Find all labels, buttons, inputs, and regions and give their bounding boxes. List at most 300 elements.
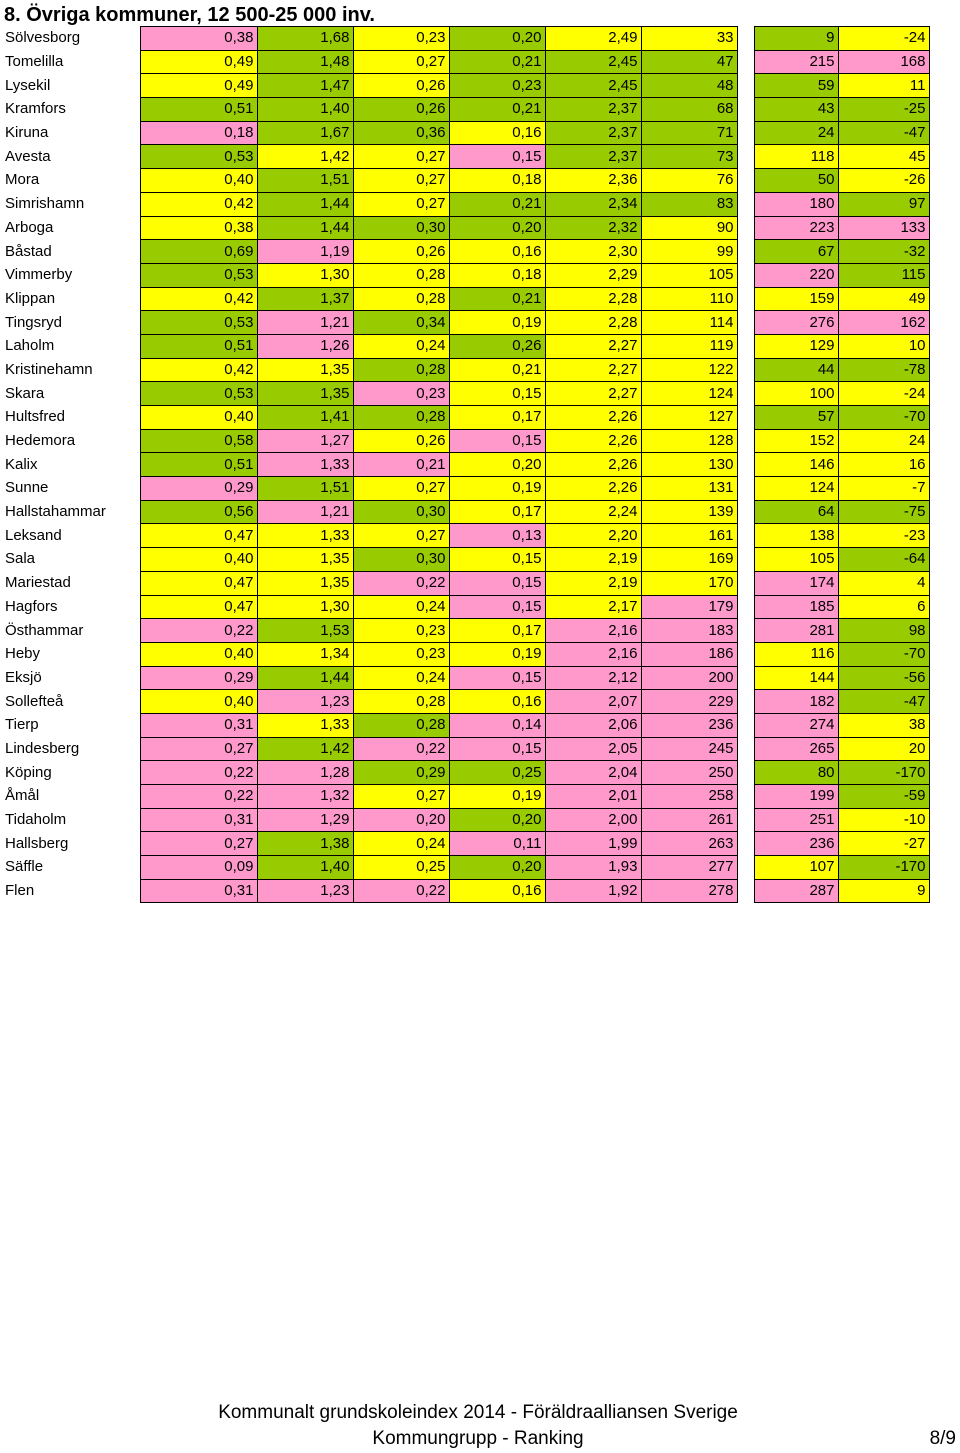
value-cell: 0,40 bbox=[140, 406, 257, 430]
value-cell: 0,31 bbox=[140, 879, 257, 903]
value-cell: 1,30 bbox=[257, 595, 353, 619]
value-cell: 0,27 bbox=[353, 169, 449, 193]
table-row bbox=[2, 287, 929, 311]
value-cell: 245 bbox=[641, 737, 737, 761]
table-row bbox=[2, 216, 929, 240]
municipality-name: Sala bbox=[5, 550, 36, 568]
value-cell: 185 bbox=[754, 595, 838, 619]
value-cell: 24 bbox=[838, 429, 929, 453]
value-cell: 162 bbox=[838, 311, 929, 335]
value-cell: 0,23 bbox=[353, 619, 449, 643]
value-cell: 0,40 bbox=[140, 642, 257, 666]
value-cell: 278 bbox=[641, 879, 737, 903]
value-cell: -56 bbox=[838, 666, 929, 690]
value-cell: 0,49 bbox=[140, 50, 257, 74]
value-cell: 67 bbox=[754, 240, 838, 264]
value-cell: 2,24 bbox=[545, 500, 641, 524]
column-gap bbox=[737, 429, 754, 453]
value-cell: 50 bbox=[754, 169, 838, 193]
value-cell: -26 bbox=[838, 169, 929, 193]
value-cell: 90 bbox=[641, 216, 737, 240]
value-cell: 0,21 bbox=[353, 453, 449, 477]
value-cell: 0,21 bbox=[449, 98, 545, 122]
table-row bbox=[2, 406, 929, 430]
value-cell: 0,40 bbox=[140, 548, 257, 572]
value-cell: 2,26 bbox=[545, 429, 641, 453]
table-row bbox=[2, 524, 929, 548]
value-cell: 0,18 bbox=[140, 121, 257, 145]
column-gap bbox=[737, 192, 754, 216]
value-cell: 0,29 bbox=[140, 477, 257, 501]
value-cell: 0,15 bbox=[449, 737, 545, 761]
table-row bbox=[2, 74, 929, 98]
column-gap bbox=[737, 595, 754, 619]
value-cell: 0,20 bbox=[449, 856, 545, 880]
value-cell: 139 bbox=[641, 500, 737, 524]
value-cell: 0,25 bbox=[449, 761, 545, 785]
value-cell: 1,34 bbox=[257, 642, 353, 666]
municipality-name: Sunne bbox=[5, 479, 49, 497]
value-cell: 0,15 bbox=[449, 145, 545, 169]
value-cell: -7 bbox=[838, 477, 929, 501]
value-cell: 182 bbox=[754, 690, 838, 714]
value-cell: 105 bbox=[754, 548, 838, 572]
value-cell: 2,26 bbox=[545, 453, 641, 477]
value-cell: 33 bbox=[641, 27, 737, 51]
value-cell: 0,22 bbox=[353, 737, 449, 761]
column-gap bbox=[737, 382, 754, 406]
value-cell: 11 bbox=[838, 74, 929, 98]
value-cell: 0,27 bbox=[353, 50, 449, 74]
value-cell: 20 bbox=[838, 737, 929, 761]
value-cell: 0,16 bbox=[449, 121, 545, 145]
value-cell: 2,00 bbox=[545, 808, 641, 832]
value-cell: 9 bbox=[754, 27, 838, 51]
value-cell: 0,17 bbox=[449, 406, 545, 430]
column-gap bbox=[737, 169, 754, 193]
column-gap bbox=[737, 832, 754, 856]
value-cell: 44 bbox=[754, 358, 838, 382]
value-cell: 1,44 bbox=[257, 192, 353, 216]
value-cell: 114 bbox=[641, 311, 737, 335]
value-cell: 0,69 bbox=[140, 240, 257, 264]
value-cell: 186 bbox=[641, 642, 737, 666]
value-cell: 0,15 bbox=[449, 571, 545, 595]
value-cell: 0,27 bbox=[353, 524, 449, 548]
value-cell: 0,19 bbox=[449, 785, 545, 809]
value-cell: 0,24 bbox=[353, 832, 449, 856]
municipality-name: Heby bbox=[5, 645, 41, 663]
value-cell: 215 bbox=[754, 50, 838, 74]
table-row bbox=[2, 879, 929, 903]
value-cell: -25 bbox=[838, 98, 929, 122]
value-cell: 0,47 bbox=[140, 524, 257, 548]
column-gap bbox=[737, 879, 754, 903]
value-cell: 0,30 bbox=[353, 548, 449, 572]
value-cell: 1,42 bbox=[257, 737, 353, 761]
value-cell: 0,26 bbox=[353, 98, 449, 122]
column-gap bbox=[737, 311, 754, 335]
value-cell: 0,40 bbox=[140, 690, 257, 714]
value-cell: -23 bbox=[838, 524, 929, 548]
value-cell: 71 bbox=[641, 121, 737, 145]
value-cell: 0,53 bbox=[140, 145, 257, 169]
value-cell: 76 bbox=[641, 169, 737, 193]
municipality-name: Flen bbox=[5, 882, 35, 900]
value-cell: 174 bbox=[754, 571, 838, 595]
value-cell: 24 bbox=[754, 121, 838, 145]
value-cell: 2,20 bbox=[545, 524, 641, 548]
value-cell: 0,28 bbox=[353, 358, 449, 382]
table-row bbox=[2, 382, 929, 406]
table-row bbox=[2, 642, 929, 666]
table-row bbox=[2, 50, 929, 74]
table-row bbox=[2, 98, 929, 122]
value-cell: 0,23 bbox=[353, 642, 449, 666]
value-cell: 0,15 bbox=[449, 429, 545, 453]
value-cell: 0,26 bbox=[449, 334, 545, 358]
column-gap bbox=[737, 642, 754, 666]
municipality-name: Båstad bbox=[5, 242, 52, 260]
table-row bbox=[2, 453, 929, 477]
value-cell: 6 bbox=[838, 595, 929, 619]
value-cell: 0,51 bbox=[140, 334, 257, 358]
value-cell: 133 bbox=[838, 216, 929, 240]
municipality-name: Hagfors bbox=[5, 597, 58, 615]
value-cell: 2,29 bbox=[545, 263, 641, 287]
value-cell: 144 bbox=[754, 666, 838, 690]
value-cell: 1,68 bbox=[257, 27, 353, 51]
municipality-name: Mora bbox=[5, 171, 40, 189]
value-cell: 0,51 bbox=[140, 98, 257, 122]
municipality-name: Arboga bbox=[5, 218, 54, 236]
value-cell: 138 bbox=[754, 524, 838, 548]
column-gap bbox=[737, 145, 754, 169]
value-cell: 2,37 bbox=[545, 98, 641, 122]
table-row bbox=[2, 595, 929, 619]
value-cell: 0,27 bbox=[353, 785, 449, 809]
value-cell: 0,16 bbox=[449, 240, 545, 264]
value-cell: 199 bbox=[754, 785, 838, 809]
municipality-name: Åmål bbox=[5, 787, 40, 805]
table-row bbox=[2, 169, 929, 193]
value-cell: 1,40 bbox=[257, 98, 353, 122]
value-cell: 1,92 bbox=[545, 879, 641, 903]
value-cell: 0,23 bbox=[353, 382, 449, 406]
value-cell: -47 bbox=[838, 121, 929, 145]
value-cell: 274 bbox=[754, 713, 838, 737]
table-row bbox=[2, 808, 929, 832]
value-cell: 1,41 bbox=[257, 406, 353, 430]
value-cell: 2,36 bbox=[545, 169, 641, 193]
column-gap bbox=[737, 713, 754, 737]
value-cell: 0,22 bbox=[140, 785, 257, 809]
value-cell: 83 bbox=[641, 192, 737, 216]
value-cell: 0,18 bbox=[449, 169, 545, 193]
value-cell: 0,26 bbox=[353, 74, 449, 98]
table-row bbox=[2, 240, 929, 264]
value-cell: 168 bbox=[838, 50, 929, 74]
value-cell: 0,20 bbox=[449, 453, 545, 477]
value-cell: -24 bbox=[838, 27, 929, 51]
value-cell: 0,28 bbox=[353, 287, 449, 311]
value-cell: 229 bbox=[641, 690, 737, 714]
value-cell: 1,44 bbox=[257, 666, 353, 690]
municipality-name: Tierp bbox=[5, 716, 39, 734]
table-row bbox=[2, 737, 929, 761]
value-cell: -32 bbox=[838, 240, 929, 264]
value-cell: 68 bbox=[641, 98, 737, 122]
value-cell: 1,53 bbox=[257, 619, 353, 643]
value-cell: 1,33 bbox=[257, 524, 353, 548]
value-cell: 0,15 bbox=[449, 666, 545, 690]
table-row bbox=[2, 713, 929, 737]
page-title: 8. Övriga kommuner, 12 500-25 000 inv. bbox=[4, 4, 375, 26]
table-row bbox=[2, 429, 929, 453]
value-cell: 1,67 bbox=[257, 121, 353, 145]
value-cell: 0,24 bbox=[353, 666, 449, 690]
municipality-name: Kalix bbox=[5, 455, 38, 473]
value-cell: 1,19 bbox=[257, 240, 353, 264]
value-cell: 169 bbox=[641, 548, 737, 572]
value-cell: 0,29 bbox=[140, 666, 257, 690]
value-cell: -59 bbox=[838, 785, 929, 809]
table-row bbox=[2, 761, 929, 785]
value-cell: 1,35 bbox=[257, 548, 353, 572]
value-cell: 0,16 bbox=[449, 690, 545, 714]
value-cell: 98 bbox=[838, 619, 929, 643]
value-cell: 0,13 bbox=[449, 524, 545, 548]
municipality-name: Eksjö bbox=[5, 668, 42, 686]
value-cell: 0,15 bbox=[449, 548, 545, 572]
column-gap bbox=[737, 287, 754, 311]
value-cell: 100 bbox=[754, 382, 838, 406]
value-cell: 2,37 bbox=[545, 121, 641, 145]
value-cell: -78 bbox=[838, 358, 929, 382]
municipality-name: Vimmerby bbox=[5, 266, 73, 284]
column-gap bbox=[737, 737, 754, 761]
value-cell: 129 bbox=[754, 334, 838, 358]
municipality-name: Kiruna bbox=[5, 124, 49, 142]
ranking-table-body bbox=[2, 27, 929, 903]
value-cell: -70 bbox=[838, 406, 929, 430]
column-gap bbox=[737, 690, 754, 714]
column-gap bbox=[737, 50, 754, 74]
municipality-name: Tidaholm bbox=[5, 811, 67, 829]
value-cell: 1,23 bbox=[257, 690, 353, 714]
value-cell: -27 bbox=[838, 832, 929, 856]
value-cell: 1,51 bbox=[257, 169, 353, 193]
value-cell: 179 bbox=[641, 595, 737, 619]
value-cell: 0,22 bbox=[140, 761, 257, 785]
value-cell: 0,17 bbox=[449, 500, 545, 524]
value-cell: 146 bbox=[754, 453, 838, 477]
municipality-name: Tomelilla bbox=[5, 53, 64, 71]
value-cell: 10 bbox=[838, 334, 929, 358]
table-row bbox=[2, 832, 929, 856]
value-cell: 0,28 bbox=[353, 263, 449, 287]
municipality-name: Laholm bbox=[5, 337, 55, 355]
value-cell: -75 bbox=[838, 500, 929, 524]
table-row bbox=[2, 311, 929, 335]
value-cell: 57 bbox=[754, 406, 838, 430]
value-cell: 0,38 bbox=[140, 216, 257, 240]
value-cell: 0,38 bbox=[140, 27, 257, 51]
value-cell: 43 bbox=[754, 98, 838, 122]
value-cell: -24 bbox=[838, 382, 929, 406]
value-cell: 0,53 bbox=[140, 382, 257, 406]
footer-line-1: Kommunalt grundskoleindex 2014 - Föräldraalliansen Sverige bbox=[218, 1402, 738, 1423]
value-cell: 0,19 bbox=[449, 477, 545, 501]
value-cell: 250 bbox=[641, 761, 737, 785]
value-cell: 220 bbox=[754, 263, 838, 287]
municipality-name: Skara bbox=[5, 384, 45, 402]
column-gap bbox=[737, 98, 754, 122]
value-cell: 0,36 bbox=[353, 121, 449, 145]
value-cell: 0,22 bbox=[140, 619, 257, 643]
value-cell: 1,28 bbox=[257, 761, 353, 785]
value-cell: 0,27 bbox=[353, 145, 449, 169]
value-cell: 1,47 bbox=[257, 74, 353, 98]
value-cell: 1,99 bbox=[545, 832, 641, 856]
value-cell: 0,23 bbox=[449, 74, 545, 98]
column-gap bbox=[737, 761, 754, 785]
value-cell: 99 bbox=[641, 240, 737, 264]
value-cell: 265 bbox=[754, 737, 838, 761]
value-cell: 1,33 bbox=[257, 453, 353, 477]
value-cell: 0,20 bbox=[449, 216, 545, 240]
value-cell: 161 bbox=[641, 524, 737, 548]
value-cell: 2,32 bbox=[545, 216, 641, 240]
value-cell: 1,37 bbox=[257, 287, 353, 311]
table-row bbox=[2, 358, 929, 382]
table-row bbox=[2, 27, 929, 51]
value-cell: 0,49 bbox=[140, 74, 257, 98]
value-cell: 0,24 bbox=[353, 334, 449, 358]
value-cell: 127 bbox=[641, 406, 737, 430]
value-cell: 0,15 bbox=[449, 595, 545, 619]
column-gap bbox=[737, 856, 754, 880]
column-gap bbox=[737, 27, 754, 51]
table-row bbox=[2, 334, 929, 358]
value-cell: 2,16 bbox=[545, 619, 641, 643]
municipality-name: Simrishamn bbox=[5, 195, 85, 213]
value-cell: 0,42 bbox=[140, 287, 257, 311]
value-cell: 2,28 bbox=[545, 287, 641, 311]
table-row bbox=[2, 666, 929, 690]
value-cell: 124 bbox=[754, 477, 838, 501]
value-cell: 115 bbox=[838, 263, 929, 287]
ranking-table bbox=[2, 26, 930, 903]
municipality-name: Hedemora bbox=[5, 432, 76, 450]
value-cell: -64 bbox=[838, 548, 929, 572]
table-row bbox=[2, 571, 929, 595]
table-row bbox=[2, 263, 929, 287]
value-cell: 1,27 bbox=[257, 429, 353, 453]
municipality-name: Kristinehamn bbox=[5, 360, 93, 378]
value-cell: 2,05 bbox=[545, 737, 641, 761]
value-cell: 0,27 bbox=[353, 477, 449, 501]
value-cell: 73 bbox=[641, 145, 737, 169]
value-cell: 0,09 bbox=[140, 856, 257, 880]
value-cell: 1,32 bbox=[257, 785, 353, 809]
value-cell: 0,17 bbox=[449, 619, 545, 643]
value-cell: 0,28 bbox=[353, 406, 449, 430]
value-cell: 0,24 bbox=[353, 595, 449, 619]
value-cell: 45 bbox=[838, 145, 929, 169]
page-number: 8/9 bbox=[929, 1428, 956, 1449]
value-cell: 1,51 bbox=[257, 477, 353, 501]
value-cell: 0,28 bbox=[353, 690, 449, 714]
value-cell: 263 bbox=[641, 832, 737, 856]
value-cell: 105 bbox=[641, 263, 737, 287]
table-row bbox=[2, 856, 929, 880]
value-cell: -10 bbox=[838, 808, 929, 832]
column-gap bbox=[737, 548, 754, 572]
value-cell: 2,16 bbox=[545, 642, 641, 666]
municipality-name: Avesta bbox=[5, 147, 51, 165]
value-cell: 16 bbox=[838, 453, 929, 477]
value-cell: 0,19 bbox=[449, 311, 545, 335]
value-cell: 2,01 bbox=[545, 785, 641, 809]
column-gap bbox=[737, 808, 754, 832]
value-cell: 1,93 bbox=[545, 856, 641, 880]
value-cell: 2,49 bbox=[545, 27, 641, 51]
value-cell: 152 bbox=[754, 429, 838, 453]
value-cell: 0,14 bbox=[449, 713, 545, 737]
value-cell: 0,20 bbox=[353, 808, 449, 832]
value-cell: 0,21 bbox=[449, 287, 545, 311]
value-cell: 0,16 bbox=[449, 879, 545, 903]
value-cell: 49 bbox=[838, 287, 929, 311]
value-cell: 59 bbox=[754, 74, 838, 98]
value-cell: 2,27 bbox=[545, 334, 641, 358]
value-cell: 0,21 bbox=[449, 192, 545, 216]
table-row bbox=[2, 145, 929, 169]
value-cell: 0,47 bbox=[140, 595, 257, 619]
municipality-name: Köping bbox=[5, 763, 52, 781]
value-cell: 1,35 bbox=[257, 571, 353, 595]
value-cell: 119 bbox=[641, 334, 737, 358]
value-cell: 261 bbox=[641, 808, 737, 832]
value-cell: 277 bbox=[641, 856, 737, 880]
value-cell: 2,12 bbox=[545, 666, 641, 690]
value-cell: 1,33 bbox=[257, 713, 353, 737]
value-cell: 2,30 bbox=[545, 240, 641, 264]
value-cell: 0,31 bbox=[140, 713, 257, 737]
municipality-name: Sollefteå bbox=[5, 692, 64, 710]
value-cell: 1,35 bbox=[257, 382, 353, 406]
value-cell: 48 bbox=[641, 74, 737, 98]
value-cell: 287 bbox=[754, 879, 838, 903]
value-cell: 0,20 bbox=[449, 27, 545, 51]
value-cell: 2,26 bbox=[545, 477, 641, 501]
municipality-name: Leksand bbox=[5, 526, 62, 544]
table-row bbox=[2, 192, 929, 216]
table-row bbox=[2, 690, 929, 714]
value-cell: 0,51 bbox=[140, 453, 257, 477]
municipality-name: Lysekil bbox=[5, 76, 51, 94]
value-cell: 0,30 bbox=[353, 500, 449, 524]
value-cell: 2,45 bbox=[545, 74, 641, 98]
value-cell: 0,15 bbox=[449, 382, 545, 406]
value-cell: 183 bbox=[641, 619, 737, 643]
value-cell: 122 bbox=[641, 358, 737, 382]
footer-line-2: Kommungrupp - Ranking bbox=[372, 1428, 584, 1449]
value-cell: 0,53 bbox=[140, 311, 257, 335]
value-cell: 0,11 bbox=[449, 832, 545, 856]
value-cell: 258 bbox=[641, 785, 737, 809]
